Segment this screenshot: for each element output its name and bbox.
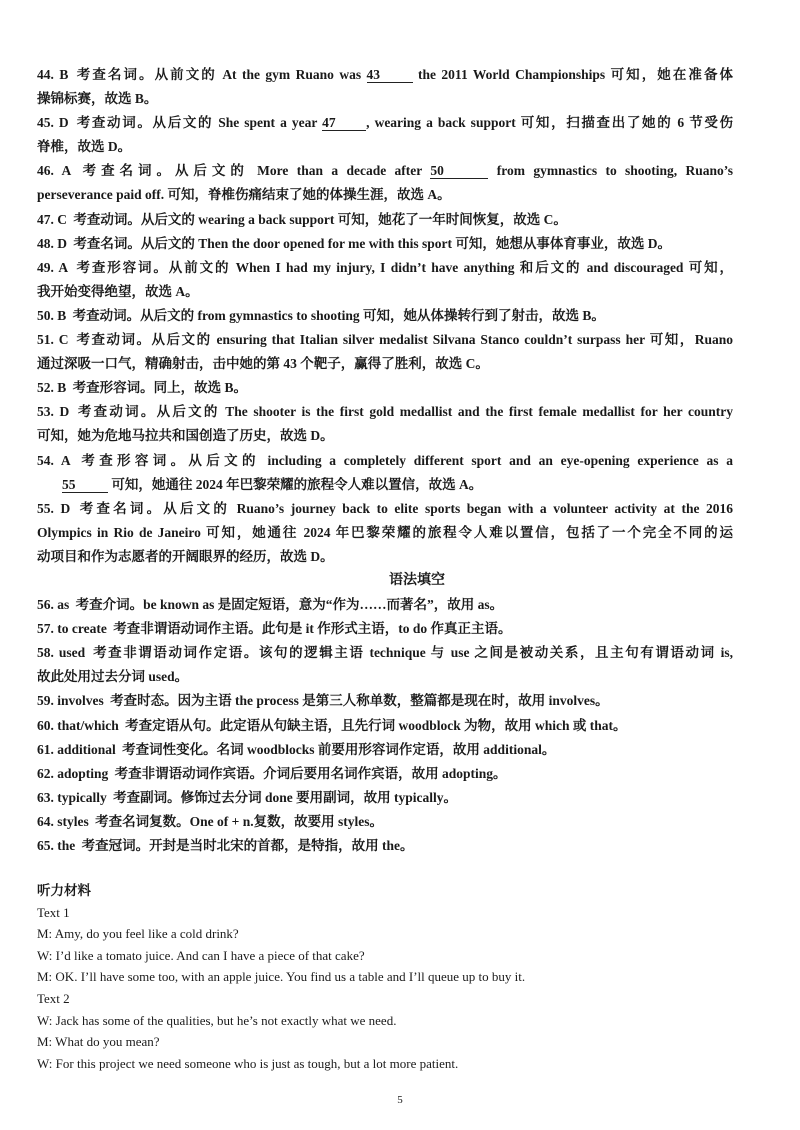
answer-label: 64. styles	[37, 813, 89, 829]
answer-text: 可知，她为危地马拉共和国创造了历史，故选 D。	[37, 428, 334, 444]
answer-56-line-1	[37, 593, 733, 617]
answer-text: 考查非谓语动词作宾语。介词后要用名词作宾语，故用 adopting。	[114, 765, 507, 781]
answer-text: 考查时态。因为主语 the process 是第三人称单数，整篇都是现在时，故用 involves。	[110, 693, 609, 709]
answer-59-line-1	[37, 689, 733, 713]
answer-label: 48. D	[37, 235, 67, 251]
answer-45-line-2	[37, 135, 733, 159]
answer-label: 61. additional	[37, 741, 116, 757]
answer-text: 脊椎，故选 D。	[37, 139, 132, 155]
answer-text: 考查形容词。从前文的 When I had my injury, I didn’t have anything 和后文的 and discouraged 可知，	[76, 259, 734, 275]
dialogue-line: M: Amy, do you feel like a cold drink?	[37, 926, 239, 942]
answer-text: 考查动词。从后文的 She spent a year	[76, 115, 318, 131]
answer-label: 45. D	[37, 115, 69, 131]
answer-65-line-1	[37, 834, 733, 858]
answer-label: 59. involves	[37, 693, 104, 709]
answer-label: 65. the	[37, 838, 76, 853]
answer-58-line-2	[37, 665, 733, 689]
dialogue-line: W: For this project we need someone who is just as tough, but a lot more patient.	[37, 1055, 459, 1071]
listening-heading: 听力材料	[37, 883, 91, 898]
answer-text: 考查介词。be known as 是固定短语，意为“作为……而著名”，故用 as。	[75, 597, 504, 613]
answer-text: 考查名词。从后文的 More than a decade after	[82, 163, 423, 179]
answer-53-line-2	[37, 424, 733, 448]
answer-label: 63. typically	[37, 789, 107, 805]
answer-label: 49. A	[37, 259, 69, 275]
answer-text: , wearing a back support 可知，扫描查出了她的 6 节受伤	[366, 115, 734, 131]
blank-number: 55	[62, 477, 108, 493]
answer-44-line-1	[37, 63, 733, 87]
answer-text: 考查名词复数。One of + n.复数，故要用 styles。	[95, 813, 383, 829]
answer-text: 操锦标赛，故选 B。	[37, 91, 158, 107]
answer-label: 47. C	[37, 211, 67, 227]
answer-text: 考查名词。从后文的 Ruano’s journey back to elite sports began with a volunteer activity at the 2016	[79, 500, 734, 516]
answer-text: from gymnastics to shooting, Ruano’s	[496, 163, 734, 179]
answer-54-line-1	[37, 449, 733, 473]
blank-number: 50	[430, 163, 488, 179]
answer-48-line-1	[37, 232, 733, 256]
answer-text: 考查形容词。同上，故选 B。	[72, 380, 248, 396]
answer-text: 可知，她通往 2024 年巴黎荣耀的旅程令人难以置信，故选 A。	[111, 476, 483, 492]
answer-text: 考查名词。从后文的 Then the door opened for me with this sport 可知，她想从事体育事业，故选 D。	[73, 235, 672, 251]
answer-55-line-1	[37, 497, 733, 521]
answer-text: the 2011 World Championships 可知，她在准备体	[418, 67, 734, 82]
answer-text: 考查动词。从后文的 from gymnastics to shooting 可知，她从体操转行到了射击，故选 B。	[72, 307, 605, 323]
dialogue-line: W: I’d like a tomato juice. And can I have a piece of that cake?	[37, 947, 365, 963]
answer-text: 考查冠词。开封是当时北宋的首都，是特指，故用 the。	[81, 838, 414, 853]
answer-label: 46. A	[37, 163, 72, 179]
answer-text: 考查定语从句。此定语从句缺主语，且先行词 woodblock 为物，故用 which 或 that。	[125, 717, 627, 733]
answer-51-line-1	[37, 328, 733, 352]
answer-text: 我开始变得绝望，故选 A。	[37, 283, 199, 299]
page-number: 5	[397, 1094, 403, 1106]
grammar-section-heading: 语法填空	[389, 572, 445, 588]
answer-text: 考查名词。从前文的 At the gym Ruano was	[76, 67, 362, 82]
dialogue-line: M: OK. I’ll have some too, with an apple juice. You find us a table and I’ll queue up to buy it.	[37, 969, 526, 985]
answer-47-line-1	[37, 208, 733, 232]
answer-text: 考查动词。从后文的 ensuring that Italian silver medalist Silvana Stanco couldn’t surpass her 可知，Ruano	[76, 332, 734, 348]
answer-label: 58. used	[37, 645, 86, 661]
answer-55-line-2	[37, 521, 733, 545]
answer-text: 通过深吸一口气，精确射击，击中她的第 43 个靶子，赢得了胜利，故选 C。	[37, 356, 489, 372]
blank-number: 43	[367, 67, 413, 83]
answer-46-line-2	[37, 183, 733, 207]
answer-text: 考查非谓语动词作主语。此句是 it 作形式主语，to do 作真正主语。	[113, 621, 512, 637]
answer-44-line-2	[37, 87, 733, 111]
answer-53-line-1	[37, 400, 733, 424]
answer-58-line-1	[37, 641, 733, 665]
answer-key	[37, 63, 733, 858]
answer-label: 44. B	[37, 67, 69, 82]
answer-64-line-1	[37, 810, 733, 834]
answer-55-line-3	[37, 545, 733, 569]
text-title: Text 1	[37, 904, 70, 920]
answer-50-line-1	[37, 304, 733, 328]
answer-46-line-1	[37, 159, 733, 183]
answer-text: 考查动词。从后文的 The shooter is the first gold medallist and the first female medallist for her country	[77, 404, 734, 420]
answer-text: 考查动词。从后文的 wearing a back support 可知，她花了一年时间恢复，故选 C。	[73, 211, 567, 227]
text-title: Text 2	[37, 990, 70, 1006]
answer-text: 动项目和作为志愿者的开阔眼界的经历，故选 D。	[37, 548, 334, 564]
answer-label: 62. adopting	[37, 765, 109, 781]
answer-label: 60. that/which	[37, 717, 119, 733]
answer-text: 考查形容词。从后文的 including a completely different sport and an eye-opening experience as a	[81, 452, 734, 468]
answer-45-line-1	[37, 111, 733, 135]
answer-text: 考查副词。修饰过去分词 done 要用副词，故用 typically。	[113, 789, 458, 805]
answer-49-line-2	[37, 280, 733, 304]
answer-61-line-1	[37, 738, 733, 762]
answer-label: 50. B	[37, 307, 67, 323]
answer-text: Olympics in Rio de Janeiro 可知，她通往 2024 年巴黎荣耀的旅程令人难以置信，包括了一个完全不同的运	[37, 524, 733, 540]
answer-57-line-1	[37, 617, 733, 641]
answer-label: 51. C	[37, 332, 69, 348]
answer-text: 故此处用过去分词 used。	[37, 669, 189, 685]
answer-label: 57. to create	[37, 621, 107, 637]
dialogue-line: M: What do you mean?	[37, 1034, 160, 1050]
answer-label: 53. D	[37, 404, 70, 420]
answer-label: 55. D	[37, 500, 71, 516]
answer-label: 52. B	[37, 380, 67, 396]
answer-52-line-1	[37, 376, 733, 400]
answer-text: perseverance paid off. 可知，脊椎伤痛结束了她的体操生涯，故选 A。	[37, 187, 451, 203]
answer-label: 56. as	[37, 597, 70, 613]
dialogue-line: W: Jack has some of the qualities, but he’s not exactly what we need.	[37, 1012, 397, 1028]
answer-62-line-1	[37, 762, 733, 786]
listening-material	[37, 880, 733, 1074]
answer-49-line-1	[37, 256, 733, 280]
answer-text: 考查词性变化。名词 woodblocks 前要用形容词作定语，故用 additional。	[122, 741, 556, 757]
answer-51-line-2	[37, 352, 733, 376]
answer-63-line-1	[37, 786, 733, 810]
blank-number: 47	[322, 115, 366, 131]
answer-label: 54. A	[37, 452, 71, 468]
answer-54-line-2	[37, 473, 733, 497]
answer-text: 考查非谓语动词作定语。该句的逻辑主语 technique 与 use 之间是被动关系，且主句有谓语动词 is,	[93, 645, 734, 661]
answer-60-line-1	[37, 714, 733, 738]
